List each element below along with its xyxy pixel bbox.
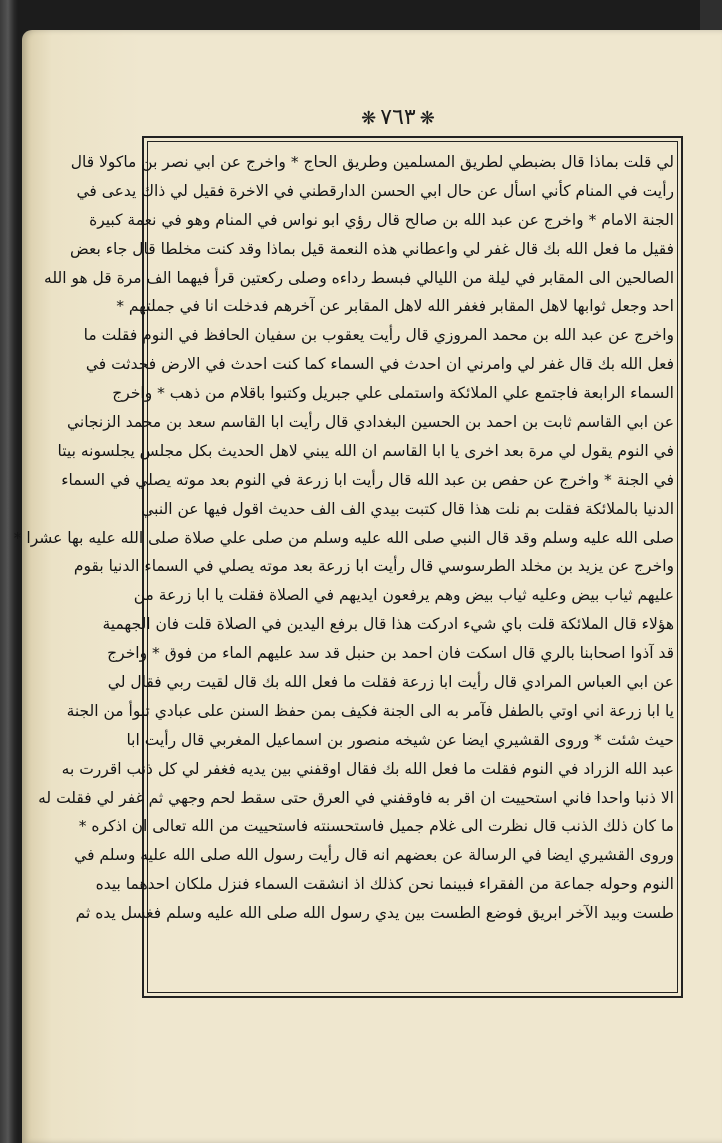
text-line: فقيل ما فعل الله بك قال غفر لي واعطاني هذه النعمة قيل بماذا وقد كنت مخلطا قال جاء بعض [70,239,674,258]
text-line: السماء الرابعة فاجتمع علي الملائكة واستملى علي جبريل وكتبوا باقلام من ذهب * واخرج [112,384,674,403]
text-line: عليهم ثياب بيض وعليه ثياب بيض وهم يرفعون ايديهم في الصلاة فقلت يا ابا زرعة من [133,586,674,605]
text-line: الصالحين الى المقابر في ليلة من الليالي فبسط رداءه وصلى ركعتين قرأ فيهما الف مرة قل هو الله [44,268,674,287]
text-line: عن ابي العباس المرادي قال رأيت ابا زرعة فقلت ما فعل الله بك قال لقيت ربي فقال لي [107,673,674,692]
text-line: النوم وحوله جماعة من الفقراء فبينما نحن كذلك اذ انشقت السماء فنزل ملكان احدهما بيده [95,875,674,894]
text-line: واخرج عن عبد الله بن محمد المروزي قال رأيت يعقوب بن سفيان الحافظ في النوم فقلت ما [83,326,674,345]
text-line: قد آذوا اصحابنا بالري قال اسكت فان احمد بن حنبل قد سد عليهم الماء من فوق * واخرج [107,644,674,663]
text-line: رأيت في المنام كأني اسأل عن حال ابي الحسن الدارقطني في الاخرة فقيل لي ذاك يدعى في [76,181,674,200]
text-line: واخرج عن يزيد بن مخلد الطرسوسي قال رأيت ابا زرعة بعد موته يصلي في السماء الدنيا بقوم [73,557,674,576]
text-line: احد وجعل ثوابها لاهل المقابر فغفر الله لاهل المقابر عن آخرهم فدخلت انا في جملتهم * [116,297,674,316]
text-line: الدنيا بالملائكة فقلت بم نلت هذا قال كتبت بيدي الف الف حديث اقول فيها عن النبي [141,499,674,518]
text-line: عن ابي القاسم ثابت بن احمد بن الحسين البغدادي قال رأيت ابا القاسم سعد بن محمد الزنجاني [66,413,674,432]
text-line: حيث شئت * وروى القشيري ايضا عن شيخه منصور بن اسماعيل المغربي قال رأيت ابا [126,730,674,749]
text-line: في الجنة * واخرج عن حفص بن عبد الله قال رأيت ابا زرعة في النوم بعد موته يصلي في السماء [61,470,674,489]
folio-ornament-right: ❋ [361,108,377,129]
text-line: هؤلاء قال الملائكة قلت باي شيء ادركت هذا قال برفع اليدين في الصلاة قلت فان الجهمية [102,615,674,634]
text-line: صلى الله عليه وسلم وقد قال النبي صلى الله عليه وسلم من صلى علي صلاة صلى الله عليه بها عشرا * [13,528,674,547]
text-line: وروى القشيري ايضا في الرسالة عن بعضهم انه قال رأيت رسول الله صلى الله عليه وسلم في [74,846,674,865]
text-line: ما كان ذلك الذنب قال نظرت الى غلام جميل فاستحسنته فاستحييت من الله تعالى ان اذكره * [78,817,674,836]
folio-header [338,103,458,133]
text-line: لي قلت بماذا قال بضبطي لطريق المسلمين وطريق الحاج * واخرج عن ابي نصر بن ماكولا قال [70,153,674,171]
text-block [13,148,674,988]
folio-ornament-left: ❋ [419,108,435,129]
text-line: في النوم يقول لي مرة بعد اخرى يا ابا القاسم ان الله يبني لاهل الحديث بكل مجلس يجلسونه بيتا [57,441,674,460]
page-number: ٧٦٣ [380,105,416,130]
text-line: عبد الله الزراد في النوم فقلت ما فعل الله بك فقال اوقفني بين يديه فغفر لي كل ذنب اقررت به [61,759,674,778]
text-line: فعل الله بك قال غفر لي وامرني ان احدث في السماء كما كنت احدث في الارض فحدثت في [85,355,674,374]
text-line: طست وبيد الآخر ابريق فوضع الطست بين يدي رسول الله صلى الله عليه وسلم فغسل يده ثم [75,904,674,923]
text-line: يا ابا زرعة اني اوتي بالطفل فآمر به الى الجنة فكيف بمن حفظ السنن على عبادي تبوأ من الجنة [66,701,674,720]
text-line: الا ذنبا واحدا فاني استحييت ان اقر به فاوقفني في العرق حتى سقط لحم وجهي ثم غفر لي فقلت له [38,788,674,807]
text-line: الجنة الامام * واخرج عن عبد الله بن صالح قال رؤي ابو نواس في المنام وهو في نعمة كبيرة [89,210,674,229]
